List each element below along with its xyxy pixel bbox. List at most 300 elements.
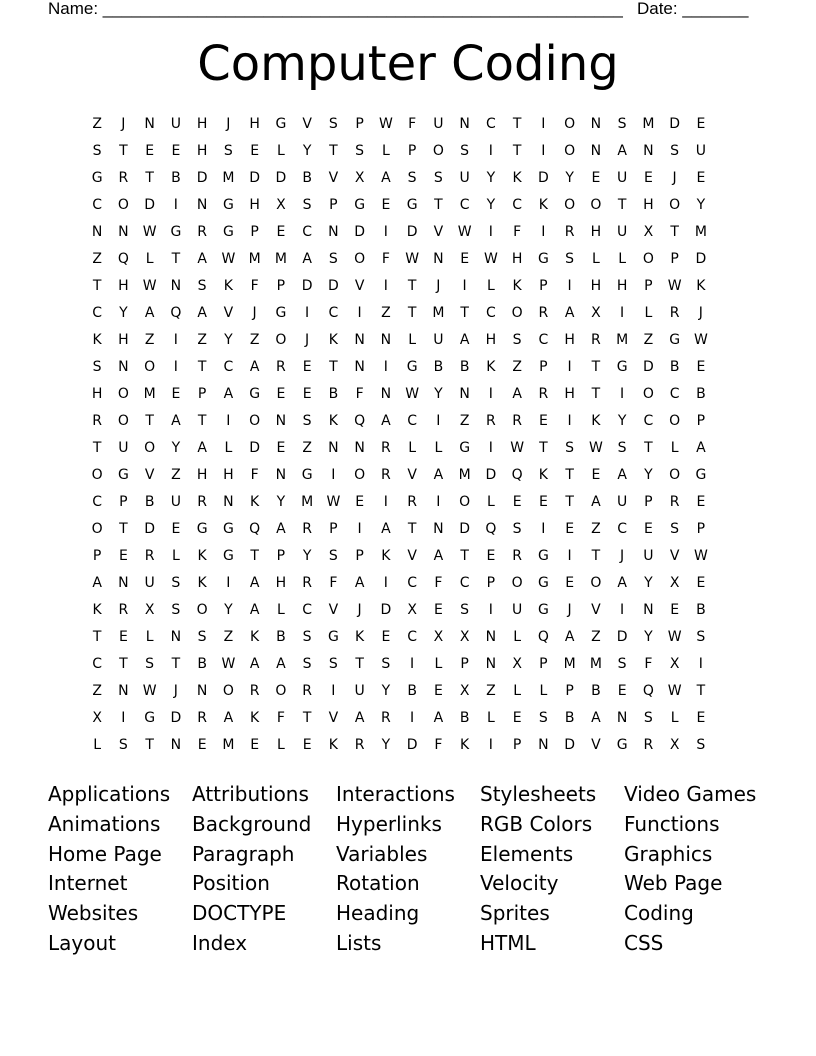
grid-letter: A	[381, 170, 391, 186]
grid-letter: W	[483, 251, 498, 267]
grid-letter: T	[145, 170, 154, 186]
grid-letter: E	[696, 359, 706, 375]
grid-letter: E	[696, 170, 706, 186]
grid-letter: R	[302, 683, 312, 699]
grid-letter: R	[538, 386, 549, 402]
grid-letter: L	[618, 251, 627, 267]
grid-letter: V	[328, 170, 339, 186]
grid-letter: K	[512, 170, 522, 186]
grid-letter: D	[327, 278, 339, 294]
grid-letter: B	[669, 359, 680, 375]
grid-letter: I	[226, 413, 231, 429]
grid-letter: N	[433, 521, 444, 537]
grid-letter: M	[589, 656, 602, 672]
grid-letter: H	[643, 197, 654, 213]
grid-letter: N	[433, 251, 444, 267]
grid-letter: E	[617, 683, 627, 699]
word-list-item: Heading	[336, 901, 420, 926]
grid-letter: G	[117, 467, 129, 483]
grid-letter: X	[433, 629, 444, 645]
grid-letter: I	[541, 143, 546, 159]
grid-letter: N	[275, 413, 287, 429]
grid-letter: I	[488, 737, 493, 753]
grid-letter: S	[328, 656, 338, 672]
grid-letter: P	[670, 251, 679, 267]
grid-letter: U	[433, 116, 444, 132]
grid-letter: A	[381, 413, 391, 429]
grid-letter: V	[144, 467, 155, 483]
grid-letter: H	[590, 278, 602, 294]
grid-letter: S	[670, 521, 680, 537]
grid-letter: R	[486, 413, 496, 429]
grid-letter: V	[591, 737, 601, 753]
grid-letter: I	[173, 332, 178, 348]
grid-letter: K	[538, 467, 548, 483]
grid-letter: Y	[224, 602, 233, 618]
grid-letter: E	[460, 251, 470, 267]
grid-letter: O	[432, 143, 444, 159]
grid-letter: P	[565, 683, 574, 699]
grid-letter: M	[642, 116, 655, 132]
grid-letter: Q	[511, 467, 523, 483]
grid-letter: E	[118, 548, 128, 564]
grid-letter: O	[669, 467, 681, 483]
grid-letter: A	[433, 467, 444, 483]
grid-letter: O	[144, 359, 156, 375]
grid-letter: W	[693, 332, 708, 348]
grid-letter: D	[406, 737, 418, 753]
grid-letter: T	[197, 359, 207, 375]
grid-letter: L	[644, 305, 653, 321]
grid-letter: Z	[92, 251, 102, 267]
grid-letter: R	[564, 224, 575, 240]
grid-letter: I	[173, 359, 178, 375]
word-list-item: Functions	[624, 811, 720, 836]
word-list-item: Background	[192, 811, 312, 836]
grid-letter: M	[301, 494, 314, 510]
grid-letter: R	[381, 710, 391, 726]
grid-letter: C	[643, 413, 654, 429]
grid-letter: P	[276, 278, 286, 294]
grid-letter: T	[171, 251, 181, 267]
grid-letter: E	[696, 116, 706, 132]
grid-letter: C	[669, 386, 680, 402]
grid-letter: R	[197, 224, 207, 240]
grid-letter: N	[328, 440, 339, 456]
grid-letter: E	[538, 413, 548, 429]
grid-letter: S	[302, 413, 312, 429]
grid-letter: B	[171, 170, 181, 186]
grid-letter: X	[354, 170, 365, 186]
grid-letter: Y	[486, 197, 496, 213]
grid-letter: P	[696, 521, 706, 537]
grid-letter: C	[538, 332, 549, 348]
grid-letter: R	[302, 575, 312, 591]
grid-letter: P	[644, 278, 653, 294]
grid-letter: N	[196, 197, 208, 213]
grid-letter: W	[142, 224, 157, 240]
grid-letter: T	[591, 386, 601, 402]
grid-letter: D	[301, 278, 313, 294]
grid-letter: U	[118, 440, 129, 456]
grid-letter: W	[457, 224, 472, 240]
grid-letter: G	[144, 710, 156, 726]
grid-letter: O	[511, 305, 523, 321]
grid-letter: E	[591, 170, 601, 186]
grid-letter: N	[380, 332, 392, 348]
grid-letter: N	[643, 143, 654, 159]
grid-letter: W	[667, 629, 682, 645]
grid-letter: O	[511, 575, 523, 591]
grid-letter: K	[223, 278, 233, 294]
grid-letter: K	[92, 332, 102, 348]
grid-letter: M	[222, 737, 235, 753]
grid-letter: S	[302, 656, 312, 672]
grid-letter: Q	[642, 683, 654, 699]
grid-letter: I	[383, 494, 388, 510]
grid-letter: V	[407, 467, 417, 483]
grid-letter: E	[538, 494, 548, 510]
grid-letter: R	[643, 737, 654, 753]
grid-letter: S	[92, 143, 102, 159]
grid-letter: A	[512, 386, 522, 402]
grid-letter: I	[383, 278, 388, 294]
grid-letter: I	[331, 683, 336, 699]
word-list-item: Rotation	[336, 871, 420, 896]
grid-letter: F	[250, 278, 259, 294]
grid-letter: K	[512, 278, 522, 294]
grid-letter: O	[117, 197, 129, 213]
grid-letter: V	[669, 548, 680, 564]
grid-letter: Q	[537, 629, 549, 645]
grid-letter: Z	[459, 413, 470, 429]
word-list-item: Coding	[624, 901, 694, 926]
word-list-item: HTML	[480, 930, 536, 955]
grid-letter: Y	[302, 143, 312, 159]
grid-letter: Y	[302, 548, 312, 564]
grid-letter: T	[145, 737, 154, 753]
grid-letter: Y	[696, 197, 706, 213]
grid-letter: Z	[223, 629, 234, 645]
grid-letter: O	[669, 413, 681, 429]
grid-letter: E	[433, 683, 443, 699]
grid-letter: P	[276, 548, 286, 564]
grid-letter: B	[407, 683, 417, 699]
grid-letter: O	[590, 575, 602, 591]
grid-letter: I	[541, 521, 546, 537]
grid-letter: T	[565, 467, 574, 483]
grid-letter: A	[249, 575, 260, 591]
grid-letter: G	[669, 332, 681, 348]
grid-letter: U	[617, 170, 628, 186]
grid-letter: S	[433, 170, 443, 186]
grid-letter: S	[643, 710, 653, 726]
grid-letter: A	[276, 521, 286, 537]
grid-letter: B	[328, 386, 339, 402]
grid-letter: X	[591, 305, 601, 321]
grid-letter: C	[92, 656, 103, 672]
grid-letter: R	[354, 737, 365, 753]
grid-letter: D	[170, 710, 182, 726]
grid-letter: G	[196, 521, 208, 537]
grid-letter: L	[408, 332, 417, 348]
grid-letter: S	[460, 602, 470, 618]
grid-letter: T	[119, 143, 128, 159]
grid-letter: U	[459, 170, 470, 186]
grid-letter: A	[197, 305, 207, 321]
grid-letter: F	[276, 710, 285, 726]
grid-letter: G	[91, 170, 103, 186]
grid-letter: W	[221, 656, 236, 672]
grid-letter: D	[406, 224, 418, 240]
grid-letter: B	[696, 386, 706, 402]
grid-letter: O	[249, 413, 261, 429]
grid-letter: T	[145, 413, 154, 429]
grid-letter: T	[407, 305, 417, 321]
grid-letter: X	[459, 629, 470, 645]
grid-letter: N	[459, 386, 470, 402]
grid-letter: E	[355, 494, 365, 510]
grid-letter: N	[118, 683, 129, 699]
grid-letter: P	[460, 656, 469, 672]
grid-letter: H	[196, 116, 208, 132]
grid-letter: A	[381, 521, 391, 537]
grid-letter: D	[695, 251, 707, 267]
grid-letter: R	[118, 602, 129, 618]
grid-letter: A	[144, 305, 155, 321]
grid-letter: O	[354, 467, 366, 483]
grid-letter: U	[617, 224, 628, 240]
grid-letter: S	[92, 359, 102, 375]
grid-letter: E	[512, 494, 522, 510]
grid-letter: V	[407, 548, 417, 564]
grid-letter: F	[250, 467, 259, 483]
grid-letter: Z	[92, 683, 102, 699]
grid-letter: N	[538, 737, 549, 753]
word-list-item: Internet	[48, 871, 128, 896]
grid-letter: N	[616, 710, 628, 726]
grid-letter: H	[249, 197, 260, 213]
grid-letter: G	[459, 440, 471, 456]
grid-letter: V	[433, 224, 444, 240]
grid-letter: C	[302, 602, 313, 618]
grid-letter: V	[302, 116, 312, 132]
grid-letter: V	[591, 602, 601, 618]
grid-letter: P	[92, 548, 102, 564]
grid-letter: C	[485, 116, 496, 132]
grid-letter: N	[144, 116, 155, 132]
grid-letter: K	[250, 710, 260, 726]
grid-letter: T	[460, 305, 469, 321]
grid-letter: H	[223, 467, 234, 483]
grid-letter: T	[591, 548, 601, 564]
grid-letter: I	[410, 656, 415, 672]
grid-letter: E	[171, 143, 181, 159]
grid-letter: S	[145, 656, 155, 672]
grid-letter: T	[197, 413, 207, 429]
grid-letter: L	[513, 683, 522, 699]
grid-letter: J	[121, 116, 126, 132]
grid-letter: J	[698, 305, 703, 321]
grid-letter: H	[275, 575, 287, 591]
grid-letter: T	[302, 710, 312, 726]
grid-letter: R	[512, 413, 522, 429]
grid-letter: R	[381, 467, 391, 483]
grid-letter: B	[591, 683, 601, 699]
grid-letter: J	[357, 602, 362, 618]
grid-letter: E	[512, 710, 522, 726]
grid-letter: L	[486, 494, 495, 510]
grid-letter: U	[643, 548, 654, 564]
word-list-item: Position	[192, 871, 270, 896]
grid-letter: O	[144, 440, 156, 456]
grid-letter: L	[670, 710, 679, 726]
grid-letter: F	[381, 251, 390, 267]
word-list	[48, 780, 768, 959]
grid-letter: D	[485, 467, 497, 483]
grid-letter: R	[512, 548, 522, 564]
grid-letter: A	[302, 251, 312, 267]
grid-letter: W	[588, 440, 603, 456]
word-list-item: Sprites	[480, 901, 550, 926]
grid-letter: N	[196, 683, 208, 699]
grid-letter: H	[91, 386, 103, 402]
grid-letter: Z	[591, 521, 601, 537]
grid-letter: L	[591, 251, 600, 267]
grid-letter: N	[118, 359, 129, 375]
grid-letter: I	[620, 305, 625, 321]
grid-letter: B	[459, 359, 470, 375]
grid-letter: G	[249, 386, 261, 402]
grid-letter: R	[118, 170, 129, 186]
grid-letter: K	[328, 413, 338, 429]
grid-letter: H	[564, 332, 575, 348]
word-list-item: Hyperlinks	[336, 811, 442, 836]
grid-letter: X	[512, 656, 522, 672]
grid-letter: O	[564, 143, 576, 159]
grid-letter: J	[620, 548, 625, 564]
grid-letter: N	[170, 629, 182, 645]
grid-letter: G	[537, 251, 549, 267]
grid-letter: O	[642, 251, 654, 267]
grid-letter: A	[564, 629, 575, 645]
grid-letter: B	[276, 629, 286, 645]
grid-letter: N	[170, 278, 182, 294]
grid-letter: B	[433, 359, 444, 375]
grid-letter: G	[301, 467, 313, 483]
grid-letter: E	[302, 386, 312, 402]
grid-letter: L	[171, 548, 180, 564]
grid-letter: E	[250, 143, 260, 159]
grid-letter: O	[669, 197, 681, 213]
grid-letter: M	[248, 251, 261, 267]
grid-letter: B	[564, 710, 575, 726]
grid-letter: I	[383, 224, 388, 240]
grid-letter: S	[197, 278, 207, 294]
grid-letter: G	[222, 548, 234, 564]
grid-letter: P	[539, 359, 548, 375]
grid-letter: N	[459, 116, 470, 132]
grid-letter: Q	[354, 413, 366, 429]
grid-letter: T	[617, 197, 627, 213]
grid-letter: G	[537, 602, 549, 618]
grid-letter: E	[197, 737, 207, 753]
grid-letter: S	[617, 656, 627, 672]
grid-letter: T	[92, 440, 102, 456]
grid-letter: I	[383, 575, 388, 591]
grid-letter: S	[617, 440, 627, 456]
grid-letter: E	[250, 737, 260, 753]
grid-letter: N	[91, 224, 103, 240]
grid-letter: Y	[486, 170, 496, 186]
grid-letter: Z	[381, 305, 391, 321]
grid-letter: N	[643, 602, 654, 618]
grid-letter: T	[644, 440, 653, 456]
grid-letter: K	[591, 413, 601, 429]
grid-letter: H	[616, 278, 628, 294]
grid-letter: E	[565, 575, 575, 591]
grid-letter: Y	[381, 683, 391, 699]
grid-letter: S	[381, 656, 391, 672]
grid-letter: Y	[617, 413, 627, 429]
grid-letter: C	[302, 224, 313, 240]
grid-letter: I	[567, 278, 572, 294]
grid-letter: T	[329, 359, 338, 375]
grid-letter: A	[591, 710, 601, 726]
grid-letter: R	[92, 413, 102, 429]
grid-letter: C	[407, 413, 418, 429]
grid-letter: O	[354, 251, 366, 267]
grid-letter: D	[354, 224, 366, 240]
grid-letter: K	[355, 629, 365, 645]
grid-letter: D	[564, 737, 576, 753]
grid-letter: N	[590, 116, 602, 132]
grid-letter: I	[488, 224, 493, 240]
grid-letter: R	[407, 494, 417, 510]
grid-letter: S	[565, 251, 575, 267]
grid-letter: L	[513, 629, 522, 645]
grid-letter: G	[275, 116, 287, 132]
grid-letter: J	[672, 170, 677, 186]
grid-letter: S	[118, 737, 128, 753]
grid-letter: P	[119, 494, 128, 510]
grid-letter: P	[512, 737, 522, 753]
grid-letter: I	[357, 305, 362, 321]
grid-letter: I	[567, 548, 572, 564]
grid-letter: A	[459, 332, 470, 348]
grid-letter: H	[196, 143, 208, 159]
grid-letter: U	[512, 602, 523, 618]
grid-letter: W	[667, 278, 682, 294]
word-list-item: Attributions	[192, 782, 309, 806]
grid-letter: T	[407, 278, 417, 294]
grid-letter: S	[355, 143, 365, 159]
grid-letter: K	[197, 575, 207, 591]
grid-letter: F	[355, 386, 364, 402]
grid-letter: C	[407, 575, 418, 591]
grid-letter: S	[171, 575, 181, 591]
grid-letter: S	[696, 737, 706, 753]
grid-letter: C	[328, 305, 339, 321]
grid-letter: M	[143, 386, 156, 402]
grid-letter: I	[488, 386, 493, 402]
grid-letter: A	[354, 575, 365, 591]
word-list-item: RGB Colors	[480, 811, 593, 836]
grid-letter: R	[197, 710, 207, 726]
grid-letter: D	[537, 170, 549, 186]
grid-letter: O	[642, 386, 654, 402]
grid-letter: E	[381, 629, 391, 645]
